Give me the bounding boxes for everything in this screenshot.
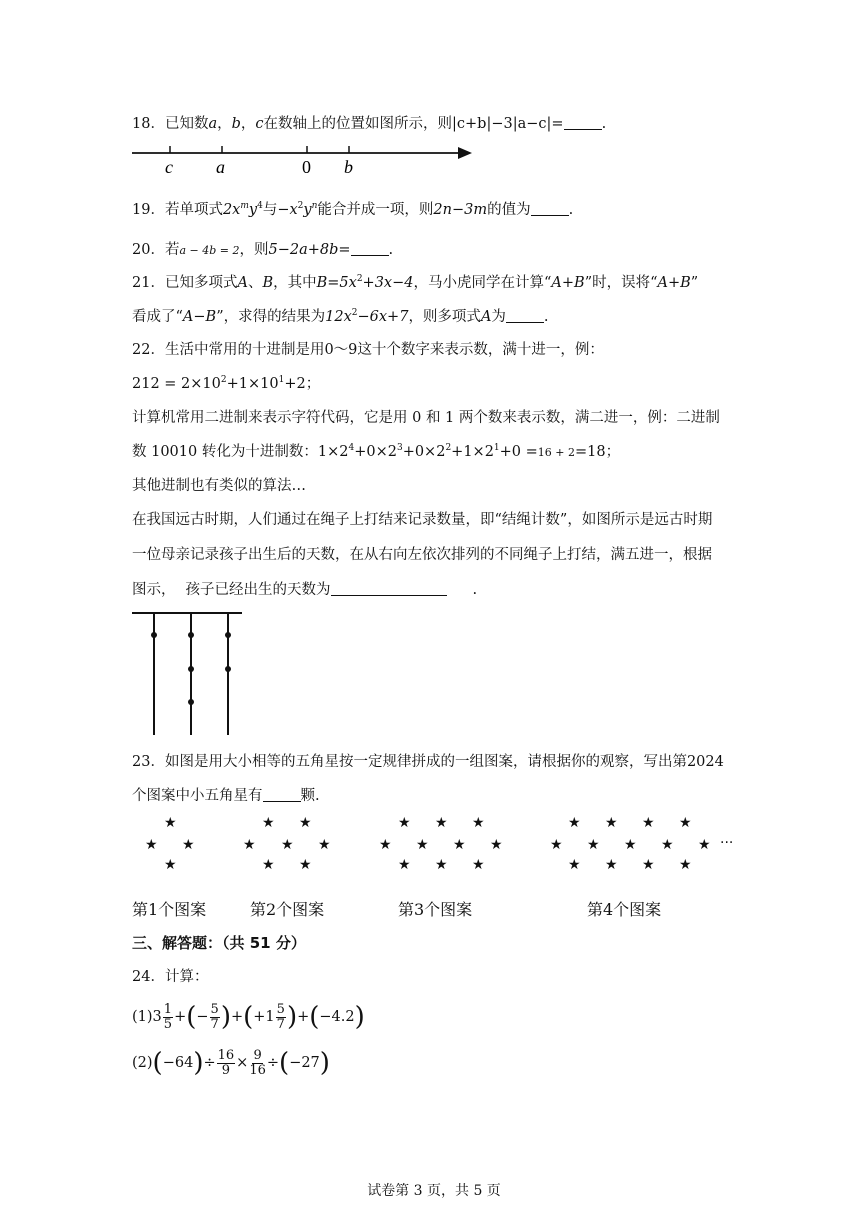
star: ★ bbox=[568, 857, 581, 873]
q23-line1: 23．如图是用大小相等的五角星按一定规律拼成的一组图案，请根据你的观察，写出第2024 bbox=[132, 754, 724, 770]
star: ★ bbox=[550, 837, 563, 853]
q23-answer-blank[interactable] bbox=[263, 787, 301, 802]
star: ★ bbox=[642, 857, 655, 873]
q24-part1: (1)3 $\frac{1}{5}$ +(− $\frac{5}{7}$ )+(+1 $\frac{5}{7}$ )+(−4.2) bbox=[132, 1001, 365, 1032]
star: ★ bbox=[661, 837, 674, 853]
star: ★ bbox=[624, 837, 637, 853]
q23-line2: 个图案中小五角星有 颗. bbox=[132, 788, 320, 804]
star: ★ bbox=[605, 857, 618, 873]
q18-text: 18．已知数a，b，c在数轴上的位置如图所示，则|c+b|−3|a−c|= . bbox=[132, 116, 607, 132]
q22-line5: 其他进制也有类似的算法… bbox=[132, 478, 306, 494]
star: ★ bbox=[164, 815, 177, 831]
star: ★ bbox=[642, 815, 655, 831]
knot bbox=[151, 632, 157, 638]
q19-text: 19．若单项式$2x^my^4$与$-x^2y^n$能合并成一项，则2n−3m的值为 . bbox=[132, 201, 574, 218]
star: ★ bbox=[379, 837, 392, 853]
star: ★ bbox=[435, 857, 448, 873]
pattern-caption-2: 第2个图案 bbox=[250, 900, 325, 919]
star: ★ bbox=[453, 837, 466, 853]
knot bbox=[225, 632, 231, 638]
star: ★ bbox=[281, 837, 294, 853]
q21-answer-blank[interactable] bbox=[506, 308, 544, 323]
q24-title: 24．计算： bbox=[132, 969, 209, 985]
q22-line2: $212 = 2\times 10^2+1\times 10^1+2$； bbox=[132, 375, 321, 392]
q22-line3: 计算机常用二进制来表示字符代码，它是用 0 和 1 两个数来表示数，满二进一，例：二进制 bbox=[132, 410, 720, 426]
q22-answer-blank[interactable] bbox=[331, 581, 447, 596]
star: ★ bbox=[299, 857, 312, 873]
knot-rope-figure bbox=[132, 612, 244, 736]
q21-line1: 21．已知多项式A、B，其中$B=5x^2+3x-4$，马小虎同学在计算“A+B”时，误将“A+B” bbox=[132, 274, 699, 291]
star: ★ bbox=[262, 857, 275, 873]
q22-line8: 图示， 孩子已经出生的天数为 . bbox=[132, 582, 478, 598]
star: ★ bbox=[145, 837, 158, 853]
q21-line2: 看成了“A−B”，求得的结果为$12x^2-6x+7$，则多项式A为 . bbox=[132, 308, 549, 325]
q22-line1: 22．生活中常用的十进制是用0～9这十个数字来表示数，满十进一，例： bbox=[132, 342, 604, 358]
numberline-label-c: c bbox=[165, 157, 173, 177]
numberline-label-b: b bbox=[344, 157, 353, 177]
rope-top-bar bbox=[132, 612, 242, 614]
q22-line7: 一位母亲记录孩子出生后的天数，在从右向左依次排列的不同绳子上打结，满五进一，根据 bbox=[132, 547, 712, 563]
pattern-caption-3: 第3个图案 bbox=[398, 900, 473, 919]
ellipsis: ··· bbox=[720, 835, 734, 851]
knot bbox=[225, 666, 231, 672]
star: ★ bbox=[416, 837, 429, 853]
numberline-label-0: 0 bbox=[302, 157, 311, 177]
star: ★ bbox=[472, 857, 485, 873]
q22-line4: 数 10010 转化为十进制数：$1\times 2^4+0\times 2^3+0\times 2^2+1\times 2^1+0 =16 + 2=18$； bbox=[132, 443, 621, 460]
number-line bbox=[126, 140, 476, 180]
section-title: 三、解答题：（共 51 分） bbox=[132, 934, 306, 952]
star: ★ bbox=[262, 815, 275, 831]
q20-answer-blank[interactable] bbox=[351, 241, 389, 256]
star: ★ bbox=[679, 815, 692, 831]
knot bbox=[188, 699, 194, 705]
star: ★ bbox=[435, 815, 448, 831]
q18-answer-blank[interactable] bbox=[564, 115, 602, 130]
knot bbox=[188, 632, 194, 638]
q19-answer-blank[interactable] bbox=[531, 201, 569, 216]
q24-part2: (2)(−64)÷ $\frac{16}{9}$ × $\frac{9}{16}$ ÷(−27) bbox=[132, 1047, 330, 1078]
pattern-caption-1: 第1个图案 bbox=[132, 900, 207, 919]
star: ★ bbox=[605, 815, 618, 831]
q20-text: 20．若a − 4b = 2，则5−2a+8b= . bbox=[132, 242, 394, 258]
q22-line6: 在我国远古时期，人们通过在绳子上打结来记录数量，即“结绳计数”，如图所示是远古时期 bbox=[132, 512, 713, 528]
knot bbox=[188, 666, 194, 672]
star: ★ bbox=[679, 857, 692, 873]
page-footer: 试卷第 3 页，共 5 页 bbox=[367, 1183, 501, 1199]
star: ★ bbox=[299, 815, 312, 831]
star: ★ bbox=[164, 857, 177, 873]
star: ★ bbox=[568, 815, 581, 831]
star: ★ bbox=[587, 837, 600, 853]
pattern-caption-4: 第4个图案 bbox=[587, 900, 662, 919]
star: ★ bbox=[243, 837, 256, 853]
star: ★ bbox=[318, 837, 331, 853]
star: ★ bbox=[490, 837, 503, 853]
star: ★ bbox=[472, 815, 485, 831]
numberline-label-a: a bbox=[216, 157, 225, 177]
star: ★ bbox=[398, 815, 411, 831]
star: ★ bbox=[182, 837, 195, 853]
star: ★ bbox=[698, 837, 711, 853]
star: ★ bbox=[398, 857, 411, 873]
